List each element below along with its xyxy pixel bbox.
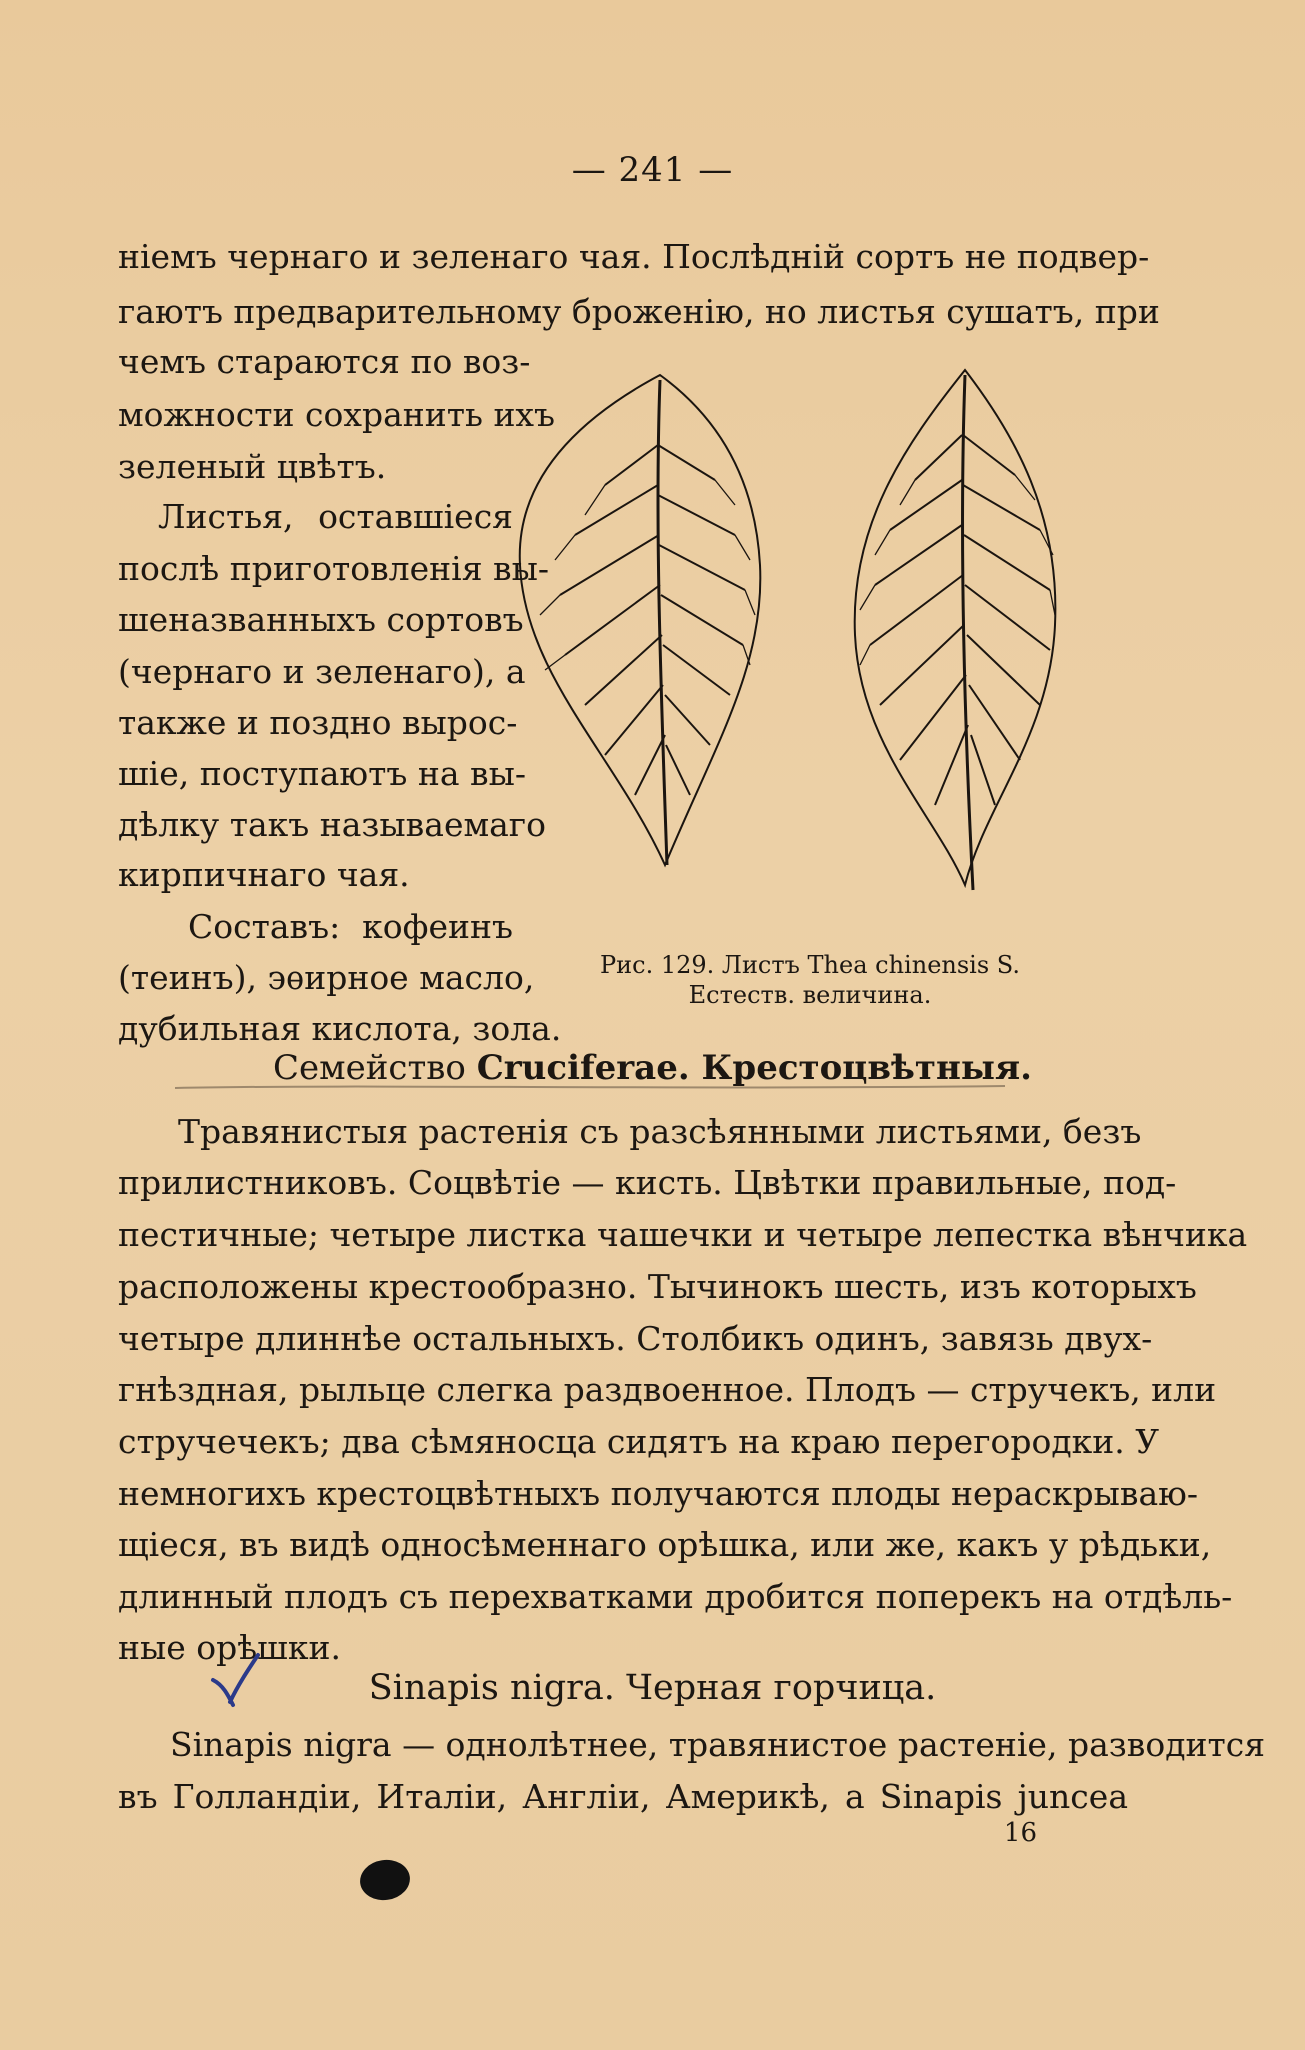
text-line: (чернаго и зеленаго), а: [118, 652, 526, 691]
family-heading: [0, 1048, 1305, 1088]
caption-line: Рис. 129. Листъ Thea chinensis S.: [600, 951, 1020, 979]
text-line: гнѣздная, рыльце слегка раздвоенное. Плодъ — стручекъ, или: [118, 1370, 1217, 1409]
leaf-left-outline: [520, 375, 761, 865]
tea-leaf-illustration: [515, 365, 1095, 915]
family-heading-prefix: Семейство: [273, 1048, 466, 1088]
text-line: щiеся, въ видѣ односѣменнаго орѣшка, или же, какъ у рѣдьки,: [118, 1525, 1212, 1564]
text-line: четыре длиннѣе остальныхъ. Столбикъ одинъ, завязь двух-: [118, 1319, 1153, 1358]
text-line: также и поздно вырос-: [118, 703, 518, 742]
text-line: кирпичнаго чая.: [118, 855, 410, 894]
text-line: стручечекъ; два сѣмяносца сидятъ на краю перегородки. У: [118, 1422, 1160, 1461]
figure-caption: [570, 950, 1050, 1010]
leaf-right-outline: [855, 370, 1056, 885]
text-line: въ Голландiи, Италiи, Англiи, Америкѣ, а Sinapis juncea: [118, 1777, 1128, 1816]
text-line: ные орѣшки.: [118, 1628, 341, 1667]
leaf-left-midrib: [658, 380, 667, 865]
text-line: (теинъ), эѳирное масло,: [118, 958, 535, 997]
heading-underline: [175, 1083, 1005, 1091]
text-line: можности сохранить ихъ: [118, 395, 556, 434]
text-line: Листья, оставшiеся: [158, 497, 513, 536]
species-heading: Sinapis nigra. Черная горчица.: [368, 1668, 937, 1708]
caption-line: Естеств. величина.: [688, 981, 932, 1009]
text-line: послѣ приготовленiя вы-: [118, 549, 550, 588]
text-line: Sinapis nigra — однолѣтнее, травянистое растенiе, разводится: [170, 1725, 1266, 1764]
text-line: шiе, поступаютъ на вы-: [118, 754, 527, 793]
text-line: расположены крестообразно. Тычинокъ шесть, изъ которыхъ: [118, 1267, 1197, 1306]
text-line: гаютъ предварительному броженiю, но листья сушатъ, при: [118, 292, 1160, 331]
text-line: Составъ: кофеинъ: [188, 907, 513, 946]
text-line: дѣлку такъ называемаго: [118, 805, 546, 844]
text-line: немногихъ крестоцвѣтныхъ получаются плоды нераскрываю-: [118, 1474, 1198, 1513]
ink-blot: [357, 1857, 412, 1904]
text-line: дубильная кислота, зола.: [118, 1009, 562, 1048]
family-heading-bold: Cruciferae. Крестоцвѣтныя.: [476, 1048, 1032, 1088]
text-line: шеназванныхъ сортовъ: [118, 600, 524, 639]
text-line: чемъ стараются по воз-: [118, 342, 531, 381]
text-line: нiемъ чернаго и зеленаго чая. Послѣднiй сортъ не подвер-: [118, 237, 1150, 276]
text-line: прилистниковъ. Соцвѣтiе — кисть. Цвѣтки правильные, под-: [118, 1163, 1177, 1202]
signature-mark: 16: [1003, 1818, 1037, 1848]
text-line: пестичные; четыре листка чашечки и четыре лепестка вѣнчика: [118, 1215, 1248, 1254]
page-number: — 241 —: [571, 150, 734, 190]
leaf-right-midrib: [963, 375, 973, 890]
text-line: Травянистыя растенiя съ разсѣянными листьями, безъ: [178, 1112, 1142, 1151]
text-line: длинный плодъ съ перехватками дробится поперекъ на отдѣль-: [118, 1577, 1233, 1616]
text-line: зеленый цвѣтъ.: [118, 447, 387, 486]
